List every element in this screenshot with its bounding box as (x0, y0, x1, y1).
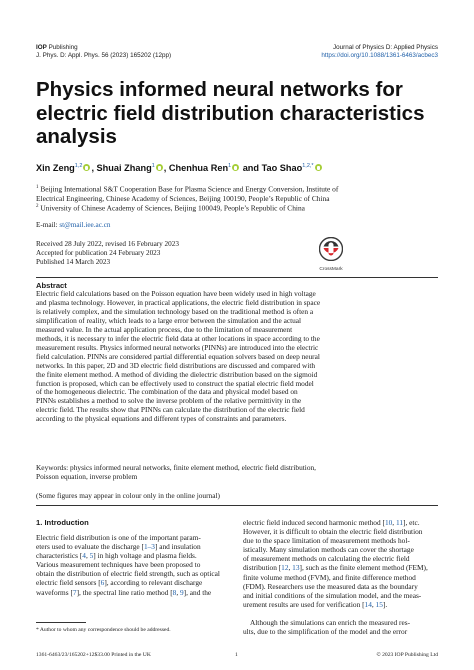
body-text: ], and the (183, 587, 212, 597)
footer-issn: 1361-6463/23/165202+12$33.00 Printed in the UK (36, 652, 151, 658)
body-text: ]. (382, 599, 388, 609)
abstract-line: field calculation. PINNs are considered partial differential equation solvers based on deep neural (36, 351, 320, 361)
body-line (243, 609, 438, 618)
author-name: , Shuai Zhang (91, 163, 152, 174)
body-text: electric field induced second harmonic method [ (243, 518, 385, 527)
body-line (243, 527, 438, 536)
body-line (36, 533, 231, 542)
affiliation-2: $^2$ University of Chinese Academy of Sciences, Beijing 100049, People’s Republic of China (36, 203, 305, 213)
running-header-left (36, 44, 171, 60)
body-text: ults, due to the simplification of the model and the error (243, 627, 408, 637)
affiliation-marker[interactable]: 1 (151, 163, 155, 169)
citation-link[interactable]: 12 (281, 563, 289, 573)
body-text: electric field sensors [ (36, 578, 101, 588)
body-text: distribution [ (243, 563, 282, 573)
body-line (243, 573, 438, 582)
body-text: ], such as the finite element method (FEM), (299, 563, 428, 573)
body-line (36, 588, 231, 597)
orcid-icon[interactable] (156, 164, 163, 171)
body-text: (FDM). Researchers use the measured data as the boundary (243, 581, 418, 591)
citation-link[interactable]: 6 (100, 578, 105, 588)
body-text: istically. Many simulation methods can cover the shortage (243, 545, 414, 555)
body-text: waveforms [ (36, 587, 73, 597)
abstract-top-rule (36, 277, 438, 278)
footnote-rule (36, 622, 86, 623)
affiliation-marker[interactable]: 1,2,* (302, 163, 314, 169)
body-line (36, 560, 231, 569)
body-text: ], according to relevant discharge (104, 578, 203, 588)
abstract-line: networks. In this paper, 2D and 3D electric field distributions are discussed and compared with (36, 360, 316, 370)
published-date: Published 14 March 2023 (36, 258, 111, 267)
body-line (243, 563, 438, 572)
affiliation-1: $^1$ Beijing International S&T Cooperation Base for Plasma Science and Energy Conversion, Institute of Electrical Engineering, Chinese Academy of Sciences, Beijing 100190, People’s Republic of China (36, 184, 339, 203)
body-text: , (288, 563, 293, 573)
footer-copyright: © 2023 IOP Publishing Ltd (376, 652, 438, 658)
author-name: Xin Zeng (36, 163, 75, 174)
journal-name: Journal of Physics D: Applied Physics (333, 44, 438, 51)
body-text: characteristics [ (36, 551, 83, 561)
body-text: and initial conditions of the simulation model, and the meas- (243, 590, 422, 600)
running-header-right (321, 44, 438, 60)
body-line (36, 542, 231, 551)
abstract-line: simplification of reality, which leads to a large error between the simulation and the actual (36, 315, 302, 325)
citation-link[interactable]: 4 (82, 551, 86, 561)
colour-note: (Some figures may appear in colour only in the online journal) (36, 491, 220, 500)
body-text: ], the spectral line ratio method [ (76, 587, 173, 597)
body-line (36, 551, 231, 560)
body-line (243, 536, 438, 545)
abstract-text (36, 290, 438, 424)
citation-link[interactable]: 8 (172, 587, 177, 597)
received-date: Received 28 July 2022, revised 16 February 2023 (36, 240, 179, 248)
body-text: , (392, 518, 396, 527)
abstract-line: and plasma technology. However, in practical applications, the electric field distribution in space (36, 297, 321, 307)
body-text: urement results are used for verification [ (243, 599, 365, 609)
abstract-line: is relatively complex, and the simulation technology based on the traditional method is often a (36, 306, 314, 316)
body-text: Although the simulations can enrich the measured res- (243, 618, 411, 628)
crossmark-badge[interactable] (314, 237, 348, 272)
abstract-line: electric field. The results show that PINNs can calculate the distribution of the electric field (36, 405, 305, 415)
citation-link[interactable]: 9 (179, 587, 184, 597)
citation-link[interactable]: 11 (395, 518, 404, 527)
body-line (243, 518, 438, 527)
citation-link[interactable]: 7 (72, 587, 77, 597)
abstract-line: measured value. In the actual application process, due to the limitation of measurement (36, 324, 293, 334)
abstract-line: methods, it is necessary to infer the electric field data at other locations in space according to the (36, 333, 320, 343)
body-text: eters used to evaluate the discharge [ (36, 542, 144, 552)
abstract-line: PINNs establishes a method to solve the inverse problem of the relative permittivity in the (36, 396, 302, 406)
citation-link[interactable]: 13 (292, 563, 300, 573)
email-link[interactable]: st@mail.iee.ac.cn (59, 221, 111, 229)
page-number: 1 (235, 652, 238, 658)
abstract-line: function is proposed, which can be effectively used to construct the spatial electric field model (36, 378, 314, 388)
section-heading-introduction: 1. Introduction (36, 518, 89, 527)
keywords: Keywords: physics informed neural networks, finite element method, electric field distribution, Poisson equation, inverse problem (36, 463, 317, 481)
contact-email: E-mail: st@mail.iee.ac.cn (36, 221, 111, 229)
body-text: , (176, 587, 180, 597)
citation-link[interactable]: 1–3 (143, 542, 155, 552)
body-line (243, 545, 438, 554)
body-text: ], etc. (403, 518, 420, 527)
accepted-date: Accepted for publication 24 February 2023 (36, 249, 161, 258)
body-line (243, 627, 438, 636)
citation-link[interactable]: 14 (364, 599, 372, 609)
orcid-icon[interactable] (232, 164, 239, 171)
citation-link[interactable]: 5 (89, 551, 94, 561)
body-line (243, 600, 438, 609)
orcid-icon[interactable] (83, 164, 90, 171)
body-text: finite volume method (FVM), and finite difference method (243, 572, 416, 582)
citation-link[interactable]: 10 (384, 518, 393, 527)
abstract-line: measurement results. Physics informed neural networks (PINNs) are introduced into the electric (36, 342, 319, 352)
abstract-bottom-rule (36, 505, 438, 506)
correspondence-footnote: * Author to whom any correspondence should be addressed. (36, 627, 171, 633)
crossmark-label: CrossMark (319, 267, 343, 272)
crossmark-icon (319, 237, 343, 261)
body-text: Various measurement techniques have been proposed to (36, 560, 201, 570)
body-line (36, 569, 231, 578)
body-text: of measurement methods on calculating the electric field (243, 554, 410, 564)
publisher-name: IOP Publishing (36, 44, 78, 51)
body-text: due to the space limitation of measurement methods hol- (243, 536, 410, 546)
abstract-line: of the homogeneous dielectric. The combination of the data and physical model based on (36, 387, 298, 397)
paper-title: Physics informed neural networks for electric field distribution characteristics analysis (36, 78, 425, 148)
abstract-line: the finite element method. A method of dividing the dielectric distribution based on the sigmoid (36, 369, 318, 379)
body-column-left (36, 533, 231, 597)
affiliation-marker[interactable]: 1 (228, 163, 232, 169)
doi-link[interactable]: https://doi.org/10.1088/1361-6463/acbec3 (321, 52, 438, 59)
body-line (243, 582, 438, 591)
affiliation-marker[interactable]: 1,2 (74, 163, 83, 169)
body-text: Electric field distribution is one of the important param- (36, 533, 201, 542)
author-name: , Chenhua Ren (163, 163, 229, 174)
citation: J. Phys. D: Appl. Phys. 56 (2023) 165202 (12pp) (36, 52, 172, 59)
author-name: and Tao Shao (240, 163, 303, 174)
body-text: ] and insulation (154, 542, 201, 552)
citation-link[interactable]: 15 (375, 599, 383, 609)
author-list (36, 163, 456, 173)
body-text: , (85, 551, 90, 561)
body-text: , (371, 599, 376, 609)
body-line (36, 578, 231, 587)
abstract-heading: Abstract (36, 281, 67, 290)
abstract-line: Electric field calculations based on the Poisson equation have been widely used in high voltage (36, 289, 316, 298)
body-column-right (243, 518, 438, 636)
body-text: obtain the distribution of electric field strength, such as optical (36, 569, 220, 579)
body-line (243, 591, 438, 600)
orcid-icon[interactable] (315, 164, 322, 171)
body-line (243, 618, 438, 627)
body-text: However, it is difficult to obtain the electric field distribution (243, 527, 423, 537)
publication-dates (36, 240, 179, 268)
abstract-line: according to the physical equations and different types of constraints and parameters. (36, 414, 287, 424)
body-text: ] in high voltage and plasma fields. (93, 551, 197, 561)
body-line (243, 554, 438, 563)
